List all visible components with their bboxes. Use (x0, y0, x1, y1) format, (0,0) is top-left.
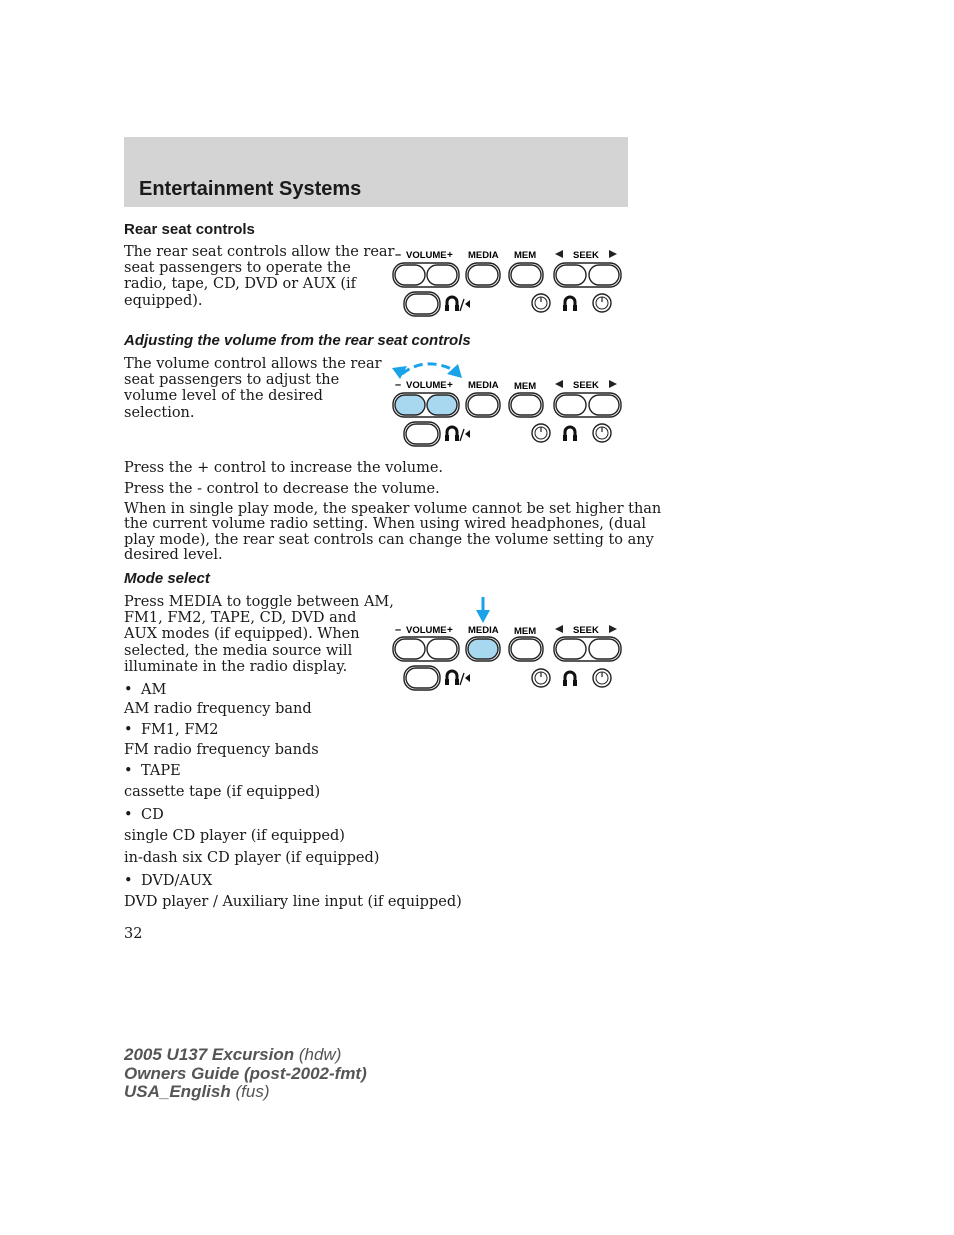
volume-plus-button (427, 639, 457, 659)
volume-plus-button-highlighted (427, 395, 457, 415)
footer-lang-code: (fus) (235, 1082, 270, 1101)
seek-label: SEEK (573, 625, 599, 636)
seek-left-icon (555, 250, 563, 258)
mode-desc-tape: cassette tape (if equipped) (124, 784, 321, 800)
power-icon (532, 669, 550, 687)
footer-line-3 (124, 1083, 367, 1102)
volume-minus-button (395, 265, 425, 285)
text-line: equipped). (124, 292, 203, 309)
text-line: Press MEDIA to toggle between AM, (124, 594, 394, 610)
power-icon (532, 294, 550, 312)
text-line: the current volume radio setting. When using wired headphones, (dual (124, 516, 647, 533)
text-line: AUX modes (if equipped). When (124, 626, 360, 643)
mute-button (406, 424, 438, 444)
text-line: selection. (124, 404, 195, 421)
volume-label: VOLUME (406, 250, 447, 261)
headphone-mute-icon (445, 671, 470, 685)
headphone-icon (563, 672, 577, 686)
text-line: radio, tape, CD, DVD or AUX (if (124, 276, 357, 293)
text-line: desired level. (124, 546, 223, 563)
headphone-mute-icon (445, 297, 470, 311)
mode-item-cd: • CD (124, 807, 164, 823)
volume-plus-label: + (447, 250, 453, 261)
mode-item-tape: • TAPE (124, 763, 181, 779)
volume-note-paragraph (124, 502, 661, 563)
section-heading-rear-seat: Rear seat controls (124, 221, 255, 238)
seek-right-button (589, 639, 619, 659)
text-line: When in single play mode, the speaker volume cannot be set higher than (124, 501, 662, 517)
down-arrow-icon (476, 597, 490, 623)
volume-minus-button (395, 639, 425, 659)
text-line: volume level of the desired (124, 388, 323, 405)
power-icon (593, 669, 611, 687)
control-panel-media-highlight (388, 596, 628, 692)
seek-left-icon (555, 380, 563, 388)
rear-seat-paragraph (124, 244, 394, 309)
mem-button (511, 639, 541, 659)
footer-model: 2005 U137 Excursion (124, 1045, 295, 1064)
media-button (468, 265, 498, 285)
volume-paragraph (124, 356, 382, 421)
mem-label: MEM (514, 381, 537, 392)
mem-label: MEM (514, 250, 537, 261)
seek-right-icon (609, 625, 617, 633)
seek-right-icon (609, 250, 617, 258)
page-title: Entertainment Systems (139, 178, 362, 200)
seek-right-button (589, 395, 619, 415)
text-line: selected, the media source will (124, 642, 353, 659)
mode-item-am: • AM (124, 682, 166, 698)
volume-label: VOLUME (406, 380, 447, 391)
volume-minus-label: – (395, 249, 402, 261)
mem-button (511, 395, 541, 415)
power-icon (593, 294, 611, 312)
rear-control-diagram-3 (388, 596, 628, 696)
power-icon (593, 424, 611, 442)
page-number: 32 (124, 926, 143, 942)
footer-guide: Owners Guide (post-2002-fmt) (124, 1063, 367, 1083)
mode-desc-am: AM radio frequency band (124, 701, 312, 717)
headphone-icon (563, 297, 577, 311)
volume-plus-label: + (447, 380, 453, 391)
mode-desc-cd-six: in-dash six CD player (if equipped) (124, 850, 380, 866)
mode-paragraph (124, 594, 394, 675)
volume-plus-button (427, 265, 457, 285)
mute-button (406, 668, 438, 688)
mode-desc-dvd-aux: DVD player / Auxiliary line input (if equipped) (124, 894, 462, 910)
volume-decrease-text: Press the - control to decrease the volume. (124, 481, 440, 497)
seek-left-button (556, 395, 586, 415)
section-heading-volume: Adjusting the volume from the rear seat controls (124, 332, 471, 349)
text-line: The volume control allows the rear (124, 356, 382, 372)
seek-left-icon (555, 625, 563, 633)
seek-label: SEEK (573, 250, 599, 261)
text-line: The rear seat controls allow the rear (124, 244, 395, 260)
mode-desc-fm: FM radio frequency bands (124, 742, 319, 758)
mem-button (511, 265, 541, 285)
headphone-icon (563, 427, 577, 441)
text-line: illuminate in the radio display. (124, 658, 348, 675)
media-label: MEDIA (468, 380, 499, 391)
mode-desc-cd-single: single CD player (if equipped) (124, 828, 345, 844)
power-icon (532, 424, 550, 442)
volume-arc-arrow-icon (392, 364, 462, 379)
volume-minus-label: – (395, 379, 402, 391)
seek-right-icon (609, 380, 617, 388)
mode-item-fm: • FM1, FM2 (124, 722, 218, 738)
headphone-mute-icon (445, 427, 470, 441)
text-line: FM1, FM2, TAPE, CD, DVD and (124, 610, 357, 627)
seek-right-button (589, 265, 619, 285)
mute-button (406, 294, 438, 314)
mem-label: MEM (514, 626, 537, 637)
mode-item-dvd-aux: • DVD/AUX (124, 873, 212, 889)
media-button-highlighted (468, 639, 498, 659)
seek-label: SEEK (573, 380, 599, 391)
footer-line-1 (124, 1046, 367, 1065)
control-panel-volume-highlight (388, 356, 628, 450)
text-line: play mode), the rear seat controls can change the volume setting to any (124, 531, 654, 548)
rear-control-diagram-1 (388, 244, 628, 324)
volume-minus-label: – (395, 624, 402, 636)
media-label: MEDIA (468, 625, 499, 636)
volume-increase-text: Press the + control to increase the volume. (124, 460, 444, 476)
header-band (124, 137, 628, 207)
footer-language: USA_English (124, 1082, 231, 1101)
footer-code: (hdw) (298, 1045, 342, 1064)
media-label: MEDIA (468, 250, 499, 261)
volume-minus-button-highlighted (395, 395, 425, 415)
section-heading-mode-select: Mode select (124, 570, 210, 587)
media-button (468, 395, 498, 415)
volume-label: VOLUME (406, 625, 447, 636)
volume-plus-label: + (447, 625, 453, 636)
document-footer (124, 1046, 367, 1102)
text-line: seat passengers to operate the (124, 260, 351, 277)
text-line: seat passengers to adjust the (124, 372, 340, 389)
rear-control-diagram-2 (388, 356, 628, 454)
seek-left-button (556, 265, 586, 285)
footer-line-2 (124, 1065, 367, 1084)
seek-left-button (556, 639, 586, 659)
control-panel (388, 244, 628, 320)
